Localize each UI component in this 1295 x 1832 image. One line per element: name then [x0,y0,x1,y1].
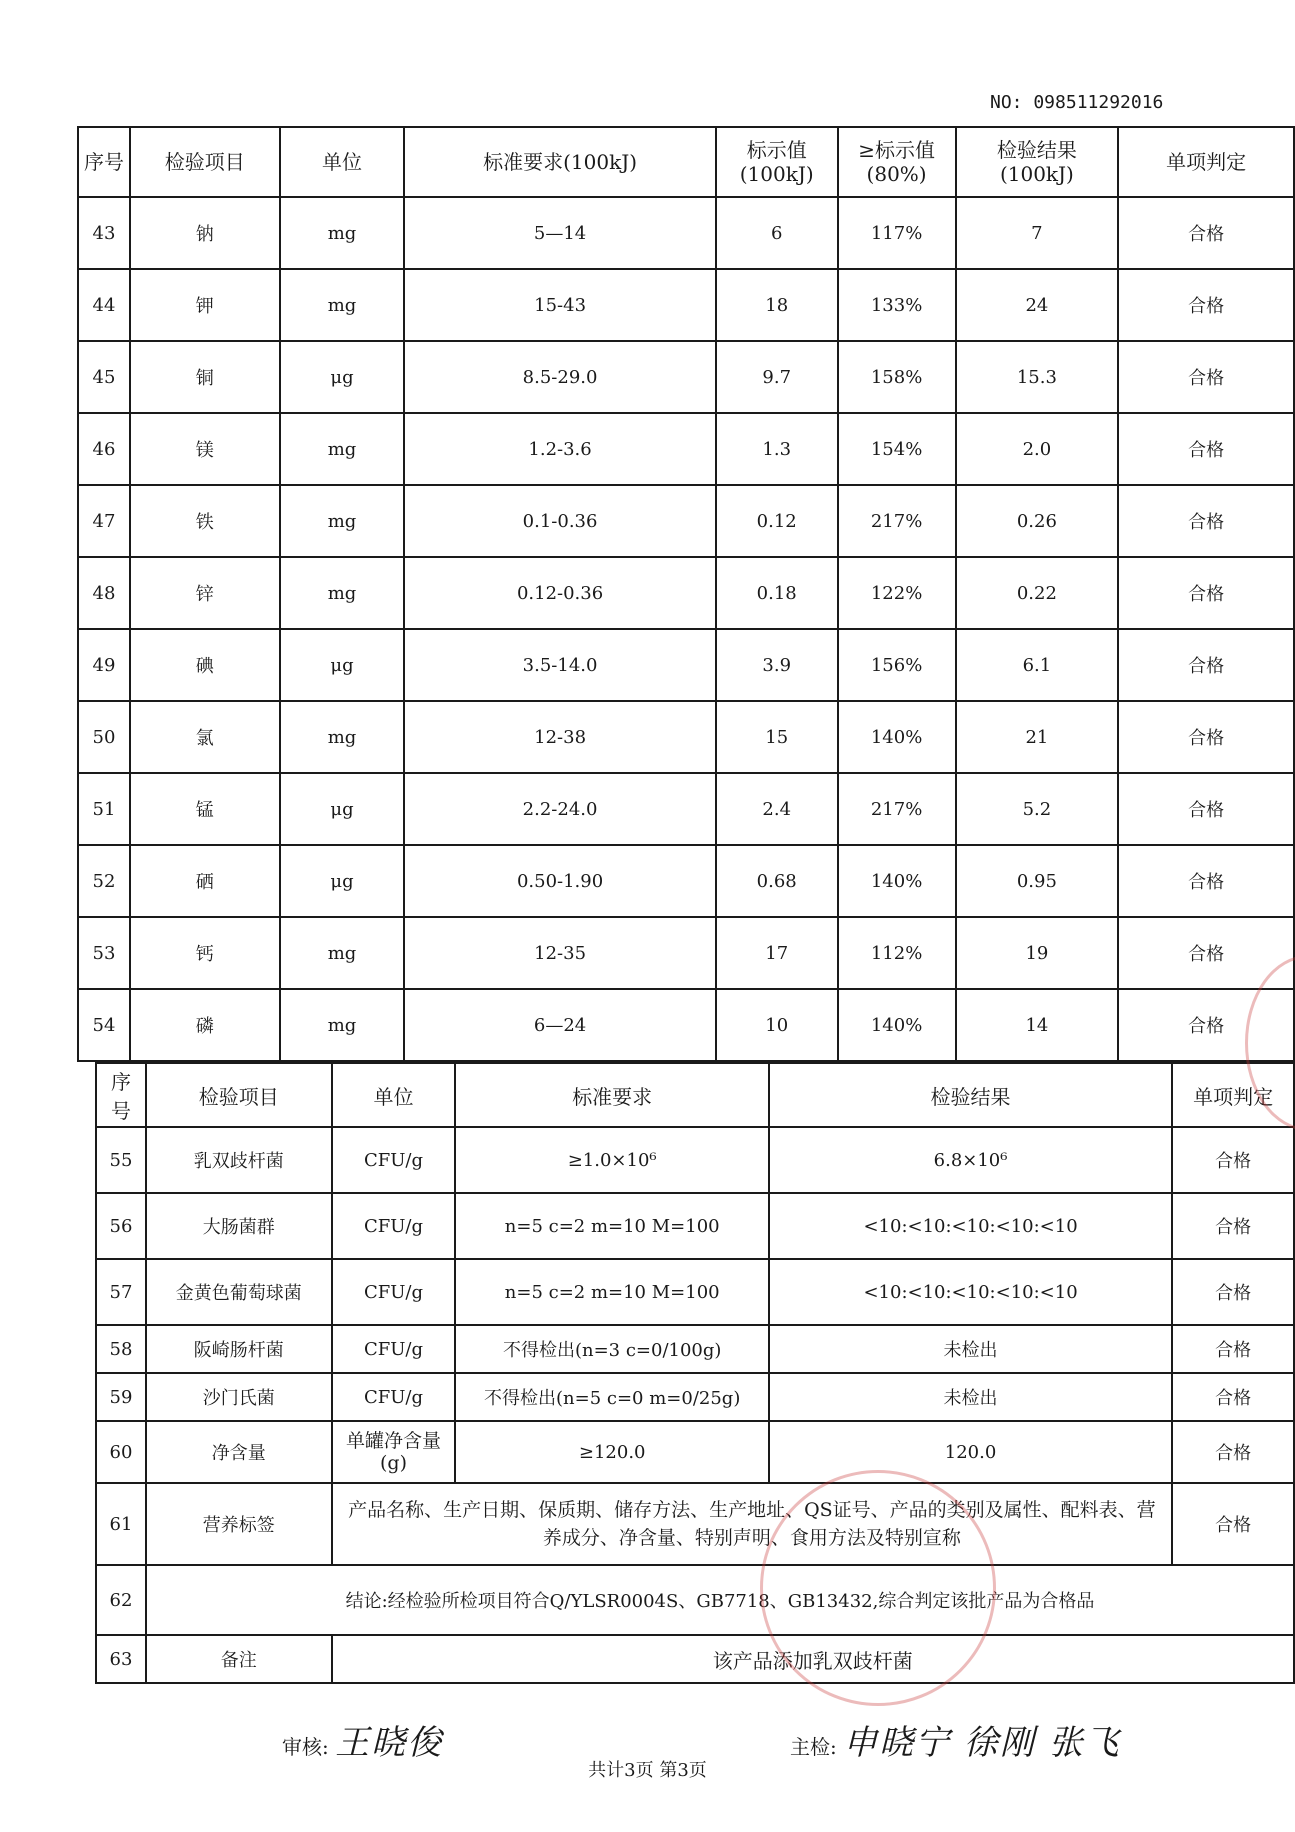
cell-verdict: 合格 [1172,1325,1294,1373]
cell-standard: n=5 c=2 m=10 M=100 [455,1259,769,1325]
cell-seq: 57 [96,1259,146,1325]
cell-result: 2.0 [956,413,1119,485]
cell-item: 备注 [146,1635,332,1683]
table-row [78,773,1294,845]
cell-label-value: 9.7 [716,341,838,413]
cell-result: 24 [956,269,1119,341]
nutrient-table [77,126,1295,1062]
cell-result: 120.0 [769,1421,1172,1483]
cell-percent: 154% [838,413,956,485]
document-number: NO: 098511292016 [990,92,1164,113]
cell-item: 锰 [130,773,280,845]
cell-label-value: 0.12 [716,485,838,557]
cell-unit: mg [280,701,405,773]
cell-verdict: 合格 [1118,413,1294,485]
cell-seq: 43 [78,197,130,269]
cell-item: 阪崎肠杆菌 [146,1325,332,1373]
cell-item: 碘 [130,629,280,701]
cell-seq: 45 [78,341,130,413]
table1-header-row [78,127,1294,197]
cell-verdict: 合格 [1118,485,1294,557]
cell-result: 7 [956,197,1119,269]
table-row [78,701,1294,773]
cell-item: 大肠菌群 [146,1193,332,1259]
cell-result: 5.2 [956,773,1119,845]
reviewer-label: 审核: [282,1735,329,1759]
cell-result: 未检出 [769,1325,1172,1373]
cell-seq: 60 [96,1421,146,1483]
cell-standard: 2.2-24.0 [404,773,715,845]
cell-result: 未检出 [769,1373,1172,1421]
table-row [78,845,1294,917]
cell-percent: 133% [838,269,956,341]
cell-verdict: 合格 [1172,1421,1294,1483]
cell-label-value: 6 [716,197,838,269]
cell-percent: 156% [838,629,956,701]
cell-standard: 1.2-3.6 [404,413,715,485]
cell-item: 氯 [130,701,280,773]
table-row [78,341,1294,413]
cell-seq: 58 [96,1325,146,1373]
cell-seq: 44 [78,269,130,341]
header-result: 检验结果 [769,1063,1172,1127]
cell-seq: 56 [96,1193,146,1259]
cell-percent: 140% [838,989,956,1061]
cell-unit: CFU/g [332,1127,456,1193]
cell-unit: μg [280,341,405,413]
header-verdict: 单项判定 [1172,1063,1294,1127]
header-item: 检验项目 [146,1063,332,1127]
cell-percent: 140% [838,701,956,773]
cell-verdict: 合格 [1118,989,1294,1061]
table-row [96,1259,1294,1325]
table-row [78,917,1294,989]
cell-unit: μg [280,773,405,845]
cell-verdict: 合格 [1172,1373,1294,1421]
cell-verdict: 合格 [1118,701,1294,773]
cell-verdict: 合格 [1118,341,1294,413]
cell-verdict: 合格 [1118,269,1294,341]
header-unit: 单位 [280,127,405,197]
cell-label-content: 产品名称、生产日期、保质期、储存方法、生产地址、QS证号、产品的类别及属性、配料表、营养成分、净含量、特别声明、食用方法及特别宣称 [332,1483,1173,1565]
cell-seq: 52 [78,845,130,917]
header-unit: 单位 [332,1063,456,1127]
page-number: 共计3页 第3页 [588,1760,707,1781]
cell-item: 营养标签 [146,1483,332,1565]
table-row [96,1635,1294,1683]
microbe-table [95,1062,1295,1684]
cell-seq: 51 [78,773,130,845]
cell-result: 0.22 [956,557,1119,629]
header-percent: ≥标示值 (80%) [838,127,956,197]
table-row [96,1565,1294,1635]
cell-standard: 0.50-1.90 [404,845,715,917]
cell-seq: 46 [78,413,130,485]
cell-unit: mg [280,917,405,989]
cell-verdict: 合格 [1118,557,1294,629]
cell-verdict: 合格 [1172,1127,1294,1193]
header-standard: 标准要求 [455,1063,769,1127]
cell-label-value: 1.3 [716,413,838,485]
cell-seq: 50 [78,701,130,773]
cell-seq: 54 [78,989,130,1061]
cell-item: 沙门氏菌 [146,1373,332,1421]
inspector-signatures: 申晓宁 徐刚 张飞 [843,1723,1121,1763]
cell-label-value: 18 [716,269,838,341]
cell-item: 钙 [130,917,280,989]
cell-standard: ≥120.0 [455,1421,769,1483]
header-item: 检验项目 [130,127,280,197]
table-row [78,989,1294,1061]
cell-label-value: 2.4 [716,773,838,845]
cell-label-value: 0.68 [716,845,838,917]
table-row [96,1127,1294,1193]
cell-item: 净含量 [146,1421,332,1483]
header-seq: 序号 [96,1063,146,1127]
cell-verdict: 合格 [1118,773,1294,845]
table-row [78,269,1294,341]
header-seq: 序号 [78,127,130,197]
table-row [78,557,1294,629]
header-verdict: 单项判定 [1118,127,1294,197]
cell-standard: 3.5-14.0 [404,629,715,701]
cell-standard: 8.5-29.0 [404,341,715,413]
cell-percent: 112% [838,917,956,989]
table-row [78,413,1294,485]
cell-percent: 140% [838,845,956,917]
cell-label-value: 3.9 [716,629,838,701]
cell-result: 0.95 [956,845,1119,917]
cell-item: 钠 [130,197,280,269]
cell-standard: n=5 c=2 m=10 M=100 [455,1193,769,1259]
official-stamp [760,1470,996,1706]
cell-result: <10:<10:<10:<10:<10 [769,1259,1172,1325]
cell-verdict: 合格 [1172,1193,1294,1259]
cell-seq: 48 [78,557,130,629]
cell-percent: 217% [838,485,956,557]
cell-item: 镁 [130,413,280,485]
cell-label-value: 0.18 [716,557,838,629]
cell-percent: 217% [838,773,956,845]
cell-item: 乳双歧杆菌 [146,1127,332,1193]
cell-standard: 12-35 [404,917,715,989]
cell-seq: 47 [78,485,130,557]
cell-unit: μg [280,845,405,917]
cell-unit: CFU/g [332,1193,456,1259]
cell-item: 磷 [130,989,280,1061]
cell-verdict: 合格 [1118,629,1294,701]
table-row [78,629,1294,701]
cell-verdict: 合格 [1172,1483,1294,1565]
cell-standard: 0.12-0.36 [404,557,715,629]
cell-verdict: 合格 [1118,917,1294,989]
header-result: 检验结果 (100kJ) [956,127,1119,197]
cell-standard: 6—24 [404,989,715,1061]
cell-label-value: 15 [716,701,838,773]
cell-unit: mg [280,269,405,341]
table-row [96,1325,1294,1373]
cell-item: 锌 [130,557,280,629]
cell-result: 19 [956,917,1119,989]
cell-percent: 117% [838,197,956,269]
cell-unit: CFU/g [332,1325,456,1373]
table2-header-row [96,1063,1294,1127]
cell-unit: CFU/g [332,1373,456,1421]
cell-verdict: 合格 [1118,845,1294,917]
cell-result: 0.26 [956,485,1119,557]
cell-label-value: 10 [716,989,838,1061]
cell-seq: 53 [78,917,130,989]
cell-label-value: 17 [716,917,838,989]
cell-item: 硒 [130,845,280,917]
cell-result: <10:<10:<10:<10:<10 [769,1193,1172,1259]
cell-verdict: 合格 [1118,197,1294,269]
cell-percent: 158% [838,341,956,413]
reviewer-signature: 王晓俊 [335,1723,444,1763]
cell-unit: CFU/g [332,1259,456,1325]
cell-seq: 49 [78,629,130,701]
cell-result: 15.3 [956,341,1119,413]
cell-seq: 59 [96,1373,146,1421]
table-row [96,1373,1294,1421]
cell-seq: 63 [96,1635,146,1683]
cell-conclusion: 结论:经检验所检项目符合Q/YLSR0004S、GB7718、GB13432,综合判定该批产品为合格品 [146,1565,1294,1635]
header-standard: 标准要求(100kJ) [404,127,715,197]
cell-result: 6.1 [956,629,1119,701]
cell-unit: 单罐净含量 (g) [332,1421,456,1483]
cell-standard: 0.1-0.36 [404,485,715,557]
cell-result: 6.8×10⁶ [769,1127,1172,1193]
inspector-label: 主检: [790,1735,837,1759]
table-row [78,197,1294,269]
table-row [96,1483,1294,1565]
cell-standard: 12-38 [404,701,715,773]
cell-result: 21 [956,701,1119,773]
cell-unit: mg [280,197,405,269]
cell-seq: 62 [96,1565,146,1635]
cell-unit: mg [280,485,405,557]
cell-standard: 不得检出(n=5 c=0 m=0/25g) [455,1373,769,1421]
cell-verdict: 合格 [1172,1259,1294,1325]
cell-unit: mg [280,989,405,1061]
cell-item: 钾 [130,269,280,341]
cell-seq: 55 [96,1127,146,1193]
cell-standard: 15-43 [404,269,715,341]
table-row [78,485,1294,557]
cell-seq: 61 [96,1483,146,1565]
table-row [96,1193,1294,1259]
cell-standard: ≥1.0×10⁶ [455,1127,769,1193]
cell-unit: μg [280,629,405,701]
cell-standard: 不得检出(n=3 c=0/100g) [455,1325,769,1373]
cell-item: 铁 [130,485,280,557]
header-label-value: 标示值 (100kJ) [716,127,838,197]
cell-standard: 5—14 [404,197,715,269]
cell-item: 金黄色葡萄球菌 [146,1259,332,1325]
cell-unit: mg [280,557,405,629]
cell-result: 14 [956,989,1119,1061]
cell-percent: 122% [838,557,956,629]
cell-remark: 该产品添加乳双歧杆菌 [332,1635,1294,1683]
table-row [96,1421,1294,1483]
cell-unit: mg [280,413,405,485]
cell-item: 铜 [130,341,280,413]
